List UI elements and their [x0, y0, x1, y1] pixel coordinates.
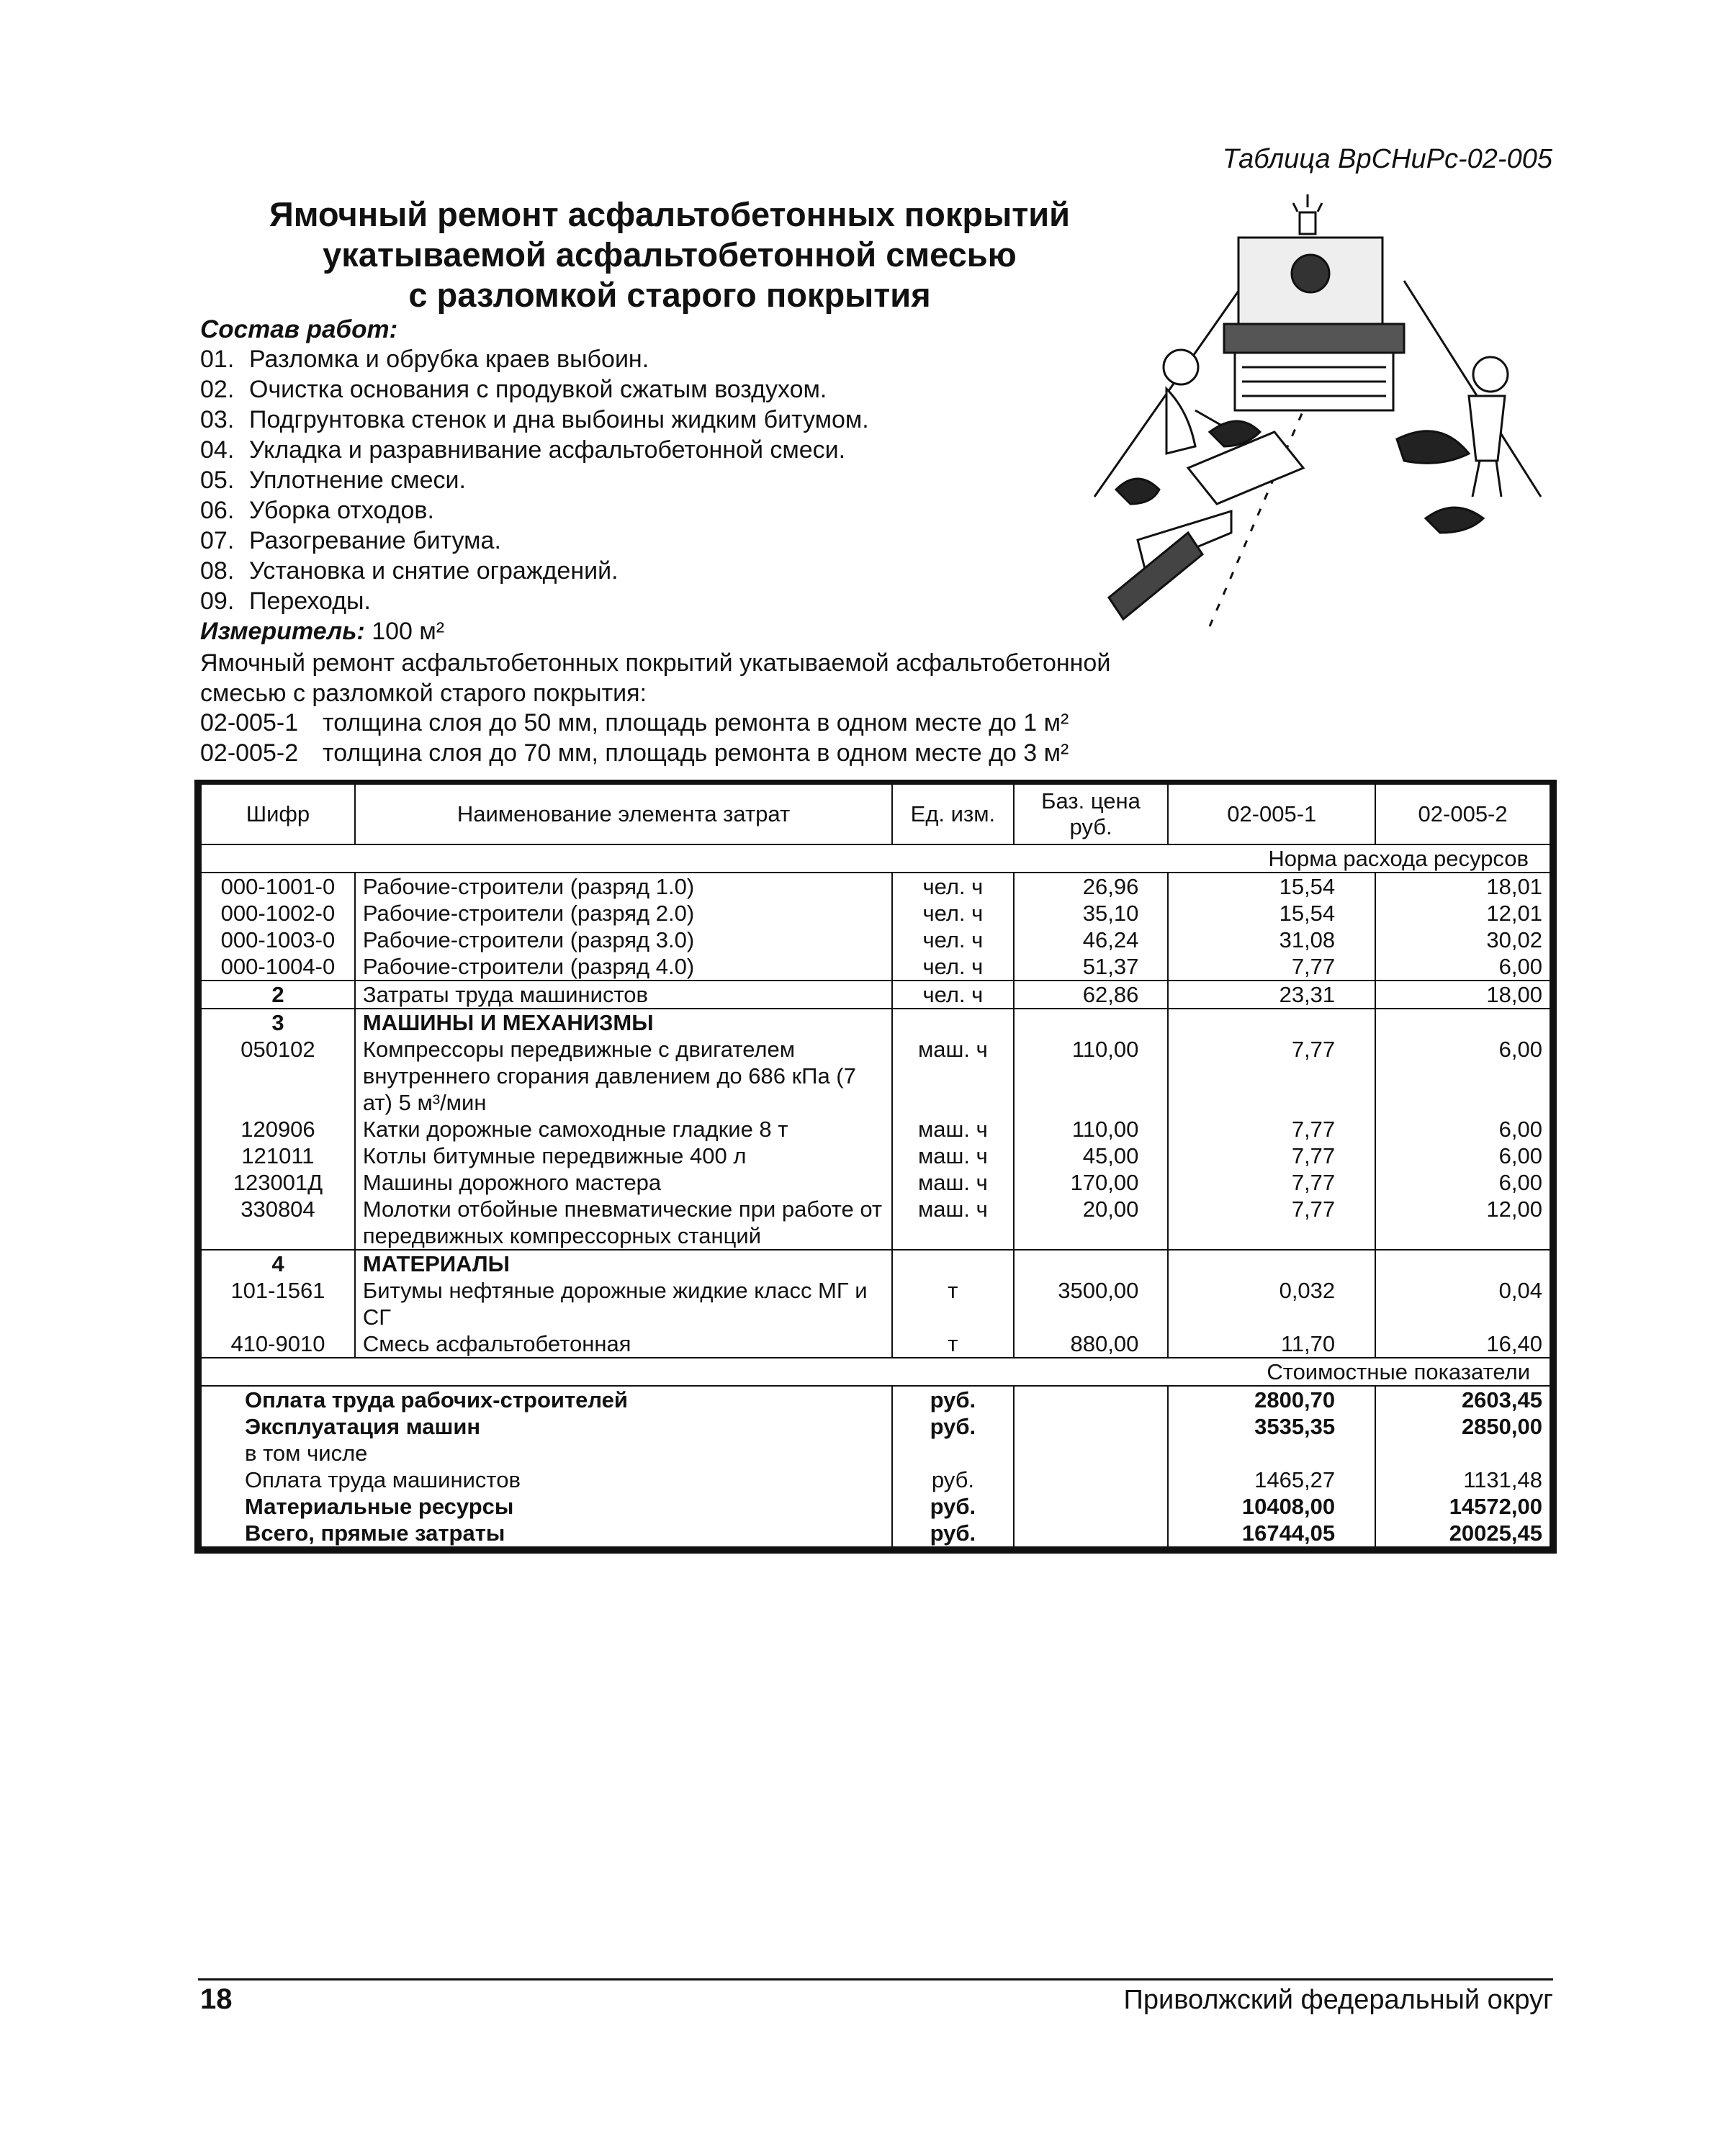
- cell-v1: 23,31: [1168, 981, 1375, 1009]
- work-item-number: 03.: [200, 406, 235, 433]
- cell-name: Рабочие-строители (разряд 4.0): [355, 953, 892, 981]
- cell-v2: 12,00: [1375, 1196, 1551, 1250]
- cell-v1: 11,70: [1168, 1330, 1375, 1358]
- cell-code: 000-1003-0: [200, 927, 355, 953]
- work-item-number: 01.: [200, 346, 235, 373]
- table-row: [200, 1196, 1552, 1250]
- cost-v2: 2603,45: [1375, 1386, 1551, 1413]
- cell-name: Компрессоры передвижные с двигателем внутреннего сгорания давлением до 686 кПа (7 ат) 5 м³/мин: [355, 1036, 892, 1116]
- table-row: [200, 1143, 1552, 1169]
- cost-table: [198, 783, 1553, 1550]
- cost-v2: 2850,00: [1375, 1413, 1551, 1440]
- cell-name: Рабочие-строители (разряд 3.0): [355, 927, 892, 953]
- work-item-text: Переходы.: [249, 587, 371, 615]
- table-row: [200, 953, 1552, 981]
- cell-code: 2: [200, 981, 355, 1009]
- cell-unit: маш. ч: [892, 1143, 1014, 1169]
- cell-v2: 6,00: [1375, 1116, 1551, 1143]
- table-row: [200, 1277, 1552, 1330]
- cell-unit: чел. ч: [892, 953, 1014, 981]
- cell-code: 101-1561: [200, 1277, 355, 1330]
- header-unit: Ед. изм.: [892, 784, 1014, 844]
- work-item-text: Подгрунтовка стенок и дна выбоины жидким битумом.: [249, 406, 869, 433]
- section-heading-row: [200, 1009, 1552, 1036]
- work-item-number: 07.: [200, 527, 235, 554]
- work-item-number: 02.: [200, 376, 235, 403]
- cost-v1: 1465,27: [1168, 1466, 1375, 1493]
- cell-unit: т: [892, 1330, 1014, 1358]
- cell-v2: 18,01: [1375, 873, 1551, 900]
- cell-v1: 15,54: [1168, 900, 1375, 927]
- header-code: Шифр: [200, 784, 355, 844]
- section-title: МАШИНЫ И МЕХАНИЗМЫ: [355, 1009, 892, 1036]
- cost-name: Оплата труда машинистов: [200, 1466, 893, 1493]
- cell-v1: 7,77: [1168, 1143, 1375, 1169]
- title-line-2: укатываемой асфальтобетонной смесью: [323, 235, 1017, 274]
- cell-name: Битумы нефтяные дорожные жидкие класс МГ и СГ: [355, 1277, 892, 1330]
- cell-name: Котлы битумные передвижные 400 л: [355, 1143, 892, 1169]
- cost-row: [200, 1386, 1552, 1413]
- cell-price: 45,00: [1014, 1143, 1169, 1169]
- table-row: [200, 900, 1552, 927]
- norm-caption-row: [200, 844, 1552, 873]
- cost-v2: 1131,48: [1375, 1466, 1551, 1493]
- table-row: [200, 1116, 1552, 1143]
- work-item: [200, 467, 466, 495]
- title-line-1: Ямочный ремонт асфальтобетонных покрытий: [269, 195, 1071, 233]
- cost-row: [200, 1466, 1552, 1493]
- cell-unit: маш. ч: [892, 1036, 1014, 1116]
- cell-code: 000-1002-0: [200, 900, 355, 927]
- cost-name: Материальные ресурсы: [200, 1493, 893, 1520]
- cell-unit: маш. ч: [892, 1196, 1014, 1250]
- cell-code: 410-9010: [200, 1330, 355, 1358]
- work-item: [200, 497, 434, 525]
- work-item-number: 05.: [200, 467, 235, 494]
- cell-unit: чел. ч: [892, 900, 1014, 927]
- variant-text: толщина слоя до 50 мм, площадь ремонта в одном месте до 1 м²: [323, 709, 1069, 736]
- page-title: [209, 194, 1130, 315]
- work-item: [200, 346, 649, 374]
- cost-row: [200, 1413, 1552, 1440]
- footer-divider: [198, 1978, 1553, 1980]
- cell-name: Рабочие-строители (разряд 1.0): [355, 873, 892, 900]
- work-item: [200, 436, 845, 464]
- cell-v2: 12,01: [1375, 900, 1551, 927]
- work-item-number: 08.: [200, 557, 235, 585]
- header-price: Баз. цена руб.: [1014, 784, 1169, 844]
- cell-unit: т: [892, 1277, 1014, 1330]
- operators-row: [200, 981, 1552, 1009]
- cell-code: 330804: [200, 1196, 355, 1250]
- cell-v2: 6,00: [1375, 1169, 1551, 1196]
- cost-unit: руб.: [892, 1493, 1014, 1520]
- cost-name: Эксплуатация машин: [200, 1413, 893, 1440]
- cell-price: 26,96: [1014, 873, 1169, 900]
- section-code: 3: [200, 1009, 355, 1036]
- section-title: МАТЕРИАЛЫ: [355, 1250, 892, 1277]
- cell-name: Смесь асфальтобетонная: [355, 1330, 892, 1358]
- variant-code: 02-005-1: [200, 709, 299, 736]
- cell-v1: 7,77: [1168, 1036, 1375, 1116]
- header-variant-2: 02-005-2: [1375, 784, 1551, 844]
- cost-unit: руб.: [892, 1413, 1014, 1440]
- table-row: [200, 1036, 1552, 1116]
- cost-caption: Стоимостные показатели: [1168, 1358, 1551, 1386]
- cell-unit: чел. ч: [892, 927, 1014, 953]
- variant-line: [200, 709, 1069, 737]
- cell-v1: 31,08: [1168, 927, 1375, 953]
- cost-name: Всего, прямые затраты: [200, 1520, 893, 1549]
- cost-v1: 16744,05: [1168, 1520, 1375, 1549]
- work-item: [200, 406, 869, 434]
- meter-value: 100 м²: [372, 618, 445, 645]
- table-reference: Таблица ВрСНиРс-02-005: [1222, 144, 1552, 174]
- table-row: [200, 1330, 1552, 1358]
- cell-v2: 18,00: [1375, 981, 1551, 1009]
- cost-v1: [1168, 1440, 1375, 1466]
- header-variant-1: 02-005-1: [1168, 784, 1375, 844]
- cell-name: Катки дорожные самоходные гладкие 8 т: [355, 1116, 892, 1143]
- cost-row: [200, 1440, 1552, 1466]
- cell-price: 46,24: [1014, 927, 1169, 953]
- cell-unit: чел. ч: [892, 981, 1014, 1009]
- cell-price: 3500,00: [1014, 1277, 1169, 1330]
- cost-unit: руб.: [892, 1466, 1014, 1493]
- work-item-text: Уплотнение смеси.: [249, 467, 466, 494]
- cost-v1: 10408,00: [1168, 1493, 1375, 1520]
- cell-price: 20,00: [1014, 1196, 1169, 1250]
- work-item-number: 09.: [200, 587, 235, 615]
- cost-unit: [892, 1440, 1014, 1466]
- cell-code: 050102: [200, 1036, 355, 1116]
- cell-price: 170,00: [1014, 1169, 1169, 1196]
- cost-unit: руб.: [892, 1520, 1014, 1549]
- variant-code: 02-005-2: [200, 739, 299, 767]
- cost-unit: руб.: [892, 1386, 1014, 1413]
- cell-v2: 0,04: [1375, 1277, 1551, 1330]
- works-heading: Состав работ:: [200, 315, 398, 343]
- work-item-text: Уборка отходов.: [249, 497, 434, 524]
- meter-label: Измеритель:: [200, 618, 365, 645]
- section-code: 4: [200, 1250, 355, 1277]
- cell-price: 110,00: [1014, 1116, 1169, 1143]
- work-item-number: 06.: [200, 497, 235, 524]
- cell-v1: 7,77: [1168, 1169, 1375, 1196]
- work-item-text: Укладка и разравнивание асфальтобетонной смеси.: [249, 436, 846, 464]
- work-item-text: Установка и снятие ограждений.: [249, 557, 619, 585]
- norm-caption: Норма расхода ресурсов: [1168, 844, 1551, 873]
- cell-unit: маш. ч: [892, 1116, 1014, 1143]
- variant-line: [200, 739, 1069, 767]
- header-name: Наименование элемента затрат: [355, 784, 892, 844]
- work-item-text: Разломка и обрубка краев выбоин.: [249, 346, 649, 373]
- cell-name: Машины дорожного мастера: [355, 1169, 892, 1196]
- cell-code: 000-1001-0: [200, 873, 355, 900]
- cost-v2: 14572,00: [1375, 1493, 1551, 1520]
- cell-v2: 6,00: [1375, 1143, 1551, 1169]
- cell-v1: 0,032: [1168, 1277, 1375, 1330]
- cost-v2: [1375, 1440, 1551, 1466]
- cell-unit: маш. ч: [892, 1169, 1014, 1196]
- cell-v1: 15,54: [1168, 873, 1375, 900]
- cell-price: 880,00: [1014, 1330, 1169, 1358]
- cost-v1: 3535,35: [1168, 1413, 1375, 1440]
- cell-price: 51,37: [1014, 953, 1169, 981]
- cell-v2: 30,02: [1375, 927, 1551, 953]
- cell-unit: чел. ч: [892, 873, 1014, 900]
- cell-price: 62,86: [1014, 981, 1169, 1009]
- cell-name: Молотки отбойные пневматические при работе от передвижных компрессорных станций: [355, 1196, 892, 1250]
- section-heading-row: [200, 1250, 1552, 1277]
- work-item: [200, 527, 501, 555]
- title-line-3: с разломкой старого покрытия: [408, 276, 931, 314]
- cost-caption-row: [200, 1358, 1552, 1386]
- cost-row: [200, 1520, 1552, 1549]
- cost-name: Оплата труда рабочих-строителей: [200, 1386, 893, 1413]
- work-item: [200, 376, 827, 404]
- cell-v1: 7,77: [1168, 1116, 1375, 1143]
- cell-v2: 6,00: [1375, 1036, 1551, 1116]
- cell-price: 110,00: [1014, 1036, 1169, 1116]
- cell-name: Затраты труда машинистов: [355, 981, 892, 1009]
- road-repair-illustration: [1066, 194, 1555, 641]
- cell-code: 120906: [200, 1116, 355, 1143]
- cost-row: [200, 1493, 1552, 1520]
- work-item: [200, 587, 371, 616]
- cell-v1: 7,77: [1168, 953, 1375, 981]
- cost-v2: 20025,45: [1375, 1520, 1551, 1549]
- cell-code: 000-1004-0: [200, 953, 355, 981]
- cell-v1: 7,77: [1168, 1196, 1375, 1250]
- meter: [200, 618, 444, 646]
- cell-price: 35,10: [1014, 900, 1169, 927]
- table-row: [200, 873, 1552, 900]
- page-number: 18: [200, 1983, 233, 2015]
- table-row: [200, 927, 1552, 953]
- work-item-text: Разогревание битума.: [249, 527, 501, 554]
- cell-name: Рабочие-строители (разряд 2.0): [355, 900, 892, 927]
- footer-region: Приволжский федеральный округ: [1123, 1985, 1553, 2015]
- table-header-row: [200, 784, 1552, 844]
- cell-code: 123001Д: [200, 1169, 355, 1196]
- description: Ямочный ремонт асфальтобетонных покрытий укатываемой асфальтобетонной смесью с разломкой старого покрытия:: [200, 649, 1111, 707]
- table-row: [200, 1169, 1552, 1196]
- work-item: [200, 557, 619, 585]
- cost-name: в том числе: [200, 1440, 893, 1466]
- cell-v2: 6,00: [1375, 953, 1551, 981]
- variant-text: толщина слоя до 70 мм, площадь ремонта в одном месте до 3 м²: [323, 739, 1069, 767]
- work-item-number: 04.: [200, 436, 235, 464]
- work-item-text: Очистка основания с продувкой сжатым воздухом.: [249, 376, 827, 403]
- cost-v1: 2800,70: [1168, 1386, 1375, 1413]
- cell-code: 121011: [200, 1143, 355, 1169]
- cell-v2: 16,40: [1375, 1330, 1551, 1358]
